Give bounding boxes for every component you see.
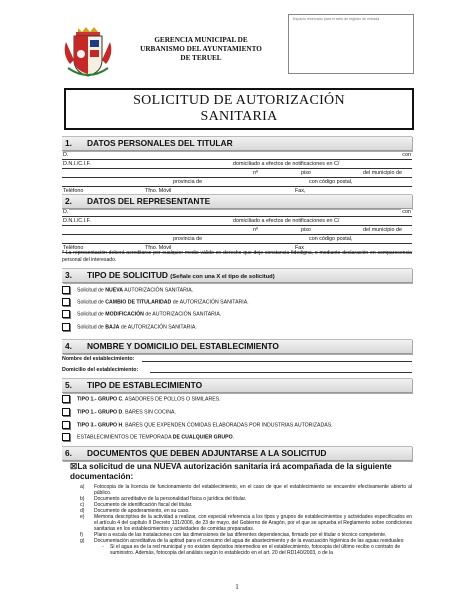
section-heading: DATOS DEL REPRESENTANTE (87, 196, 211, 206)
checkbox-x-icon: ☒ (70, 462, 78, 471)
section-heading: NOMBRE Y DOMICILIO DEL ESTABLECIMIENTO (87, 341, 279, 351)
establishment-type-option[interactable]: ESTABLECIMIENTOS DE TEMPORADA DE CUALQUIER GRUPO. (62, 433, 234, 441)
fill-line (142, 361, 412, 362)
section-2-header (62, 194, 412, 209)
section-number: 6. (65, 448, 72, 458)
organization-name (126, 36, 276, 63)
document-title (64, 88, 414, 130)
org-line-1: GERENCIA MUNICIPAL DE (154, 36, 248, 44)
list-subitem: - Si el agua es de la red municipal y no existen depósitos intermedios en el establecimiento, fotocopia del último recibo o contrato de suministro. Además, fotocopia del análisis según lo establecido en el art. 20 del RD140/2003, o de la (102, 544, 401, 556)
section-number: 3. (65, 270, 72, 280)
checkbox[interactable] (62, 421, 70, 429)
title-line-1: SOLICITUD DE AUTORIZACIÓN (133, 93, 345, 108)
rep-phone-line[interactable]: Teléfono Tfno. Móvil Fax (62, 245, 412, 253)
list-item: a) Fotocopia de la licencia de funcionamiento del establecimiento, en el caso de que el establecimiento se encuentre efectivamente abierto al público. (80, 484, 412, 496)
rep-province-postal-line[interactable]: provincia de con código postal, (62, 236, 412, 244)
checkbox[interactable] (62, 408, 70, 416)
section-2-fields (62, 209, 412, 254)
org-line-2: URBANISMO DEL AYUNTAMIENTO (140, 45, 262, 53)
section-6-header (62, 446, 412, 461)
representation-note: * La representación deberá acreditarse por cualquier medio válido en derecho que deje constancia fidedigna, o mediante declaración en comparecencia personal del interesado. (62, 250, 412, 263)
section-note: (Señale con una X el tipo de solicitud) (170, 274, 275, 280)
rep-number-floor-line[interactable]: nº piso del municipio de (62, 227, 412, 235)
phone-line[interactable]: Teléfono Tfno. Móvil Fax, (62, 188, 412, 196)
coat-of-arms-logo (62, 24, 114, 80)
request-type-option[interactable]: Solicitud de CAMBIO DE TITULARIDAD de AUTORIZACIÓN SANITARIA. (62, 298, 249, 306)
registration-stamp-box (288, 14, 414, 74)
section-1-fields (62, 152, 412, 197)
rep-dni-address-line[interactable]: D.N.I./C.I.F. domiciliado a efectos de notificaciones en C/ (62, 218, 412, 226)
checkbox[interactable] (62, 433, 70, 441)
section-heading: TIPO DE ESTABLECIMIENTO (87, 380, 203, 390)
list-item: g) Documentación acreditativa de la aptitud para el consumo del agua de abastecimiento y de la evacuación higiénica de las aguas residuales: (80, 538, 405, 544)
dni-address-line[interactable]: D.N.I./C.I.F. domiciliado a efectos de notificaciones en C/ (62, 161, 412, 169)
section-heading: DATOS PERSONALES DEL TITULAR (87, 138, 233, 148)
checkbox[interactable] (62, 395, 70, 403)
documents-list (80, 484, 412, 556)
section-number: 5. (65, 380, 72, 390)
page-number: 1 (235, 583, 239, 591)
section-3-header (62, 268, 412, 283)
list-item: b) Documento acreditativo de la personalidad física o jurídica del titular. (80, 496, 247, 502)
request-type-option[interactable]: Solicitud de BAJA de AUTORIZACIÓN SANITARIA. (62, 323, 197, 331)
list-item: f) Plano a escala de las instalaciones con las dimensiones de las diferentes dependencias, firmado por el titular o técnico competente. (80, 532, 387, 538)
stamp-note: Espacio reservado para el sello de registro de entrada (293, 17, 380, 21)
establishment-name-field[interactable]: Nombre del establecimiento: (62, 356, 412, 363)
checkbox[interactable] (62, 286, 70, 294)
list-item: d) Documento de apoderamiento, en su caso. (80, 508, 190, 514)
name-line[interactable]: D. con (63, 152, 411, 158)
section-5-header (62, 378, 412, 393)
section-heading: TIPO DE SOLICITUD (87, 270, 168, 280)
checkbox[interactable] (62, 323, 70, 331)
establishment-address-field[interactable]: Domicilio del establecimiento: (62, 367, 412, 374)
section-4-header (62, 339, 412, 354)
section-heading: DOCUMENTOS QUE DEBEN ADJUNTARSE A LA SOLICITUD (87, 448, 327, 458)
title-line-2: SANITARIA (200, 109, 278, 124)
section-number: 1. (65, 138, 72, 148)
checkbox[interactable] (62, 298, 70, 306)
section-1-header (62, 136, 412, 151)
list-item: c) Documento de identificación fiscal del titular. (80, 502, 193, 508)
fill-line (150, 372, 412, 373)
request-type-option[interactable]: Solicitud de NUEVA AUTORIZACIÓN SANITARIA. (62, 286, 193, 294)
org-line-3: DE TERUEL (180, 54, 222, 62)
list-item: e) Memoria descriptiva de la actividad a realizar, con especial referencia a los tipos y grupos de establecimientos y actividades especificados en el artículo 4 del capítulo II Decreto 131/2006, de 23 de mayo, del Gobierno de Aragón, por el que se aprueba el Reglamento sobre condiciones sanitarias en los establecimientos y actividades de comidas preparadas. (80, 514, 412, 532)
rep-name-line[interactable]: D. con (63, 209, 411, 215)
number-floor-line[interactable]: nº piso del municipio de (62, 170, 412, 178)
province-postal-line[interactable]: provincia de con código postal, (62, 179, 412, 187)
request-type-option[interactable]: Solicitud de MODIFICACIÓN de AUTORIZACIÓN SANITARIA. (62, 310, 221, 318)
section-number: 2. (65, 196, 72, 206)
establishment-type-option[interactable]: TIPO 1.- GRUPO D. BARES SIN COCINA. (62, 408, 176, 416)
checkbox[interactable] (62, 310, 70, 318)
establishment-type-option[interactable]: TIPO 1.- GRUPO C. ASADORES DE POLLOS O SIMILARES. (62, 395, 221, 403)
documents-intro: ☒La solicitud de una NUEVA autorización sanitaria irá acompañada de la siguiente documentación: (70, 462, 392, 481)
section-number: 4. (65, 341, 72, 351)
establishment-type-option[interactable]: TIPO 3.- GRUPO H. BARES QUE EXPENDEN COMIDAS ELABORADAS POR INDUSTRIAS AUTORIZADAS. (62, 421, 333, 429)
